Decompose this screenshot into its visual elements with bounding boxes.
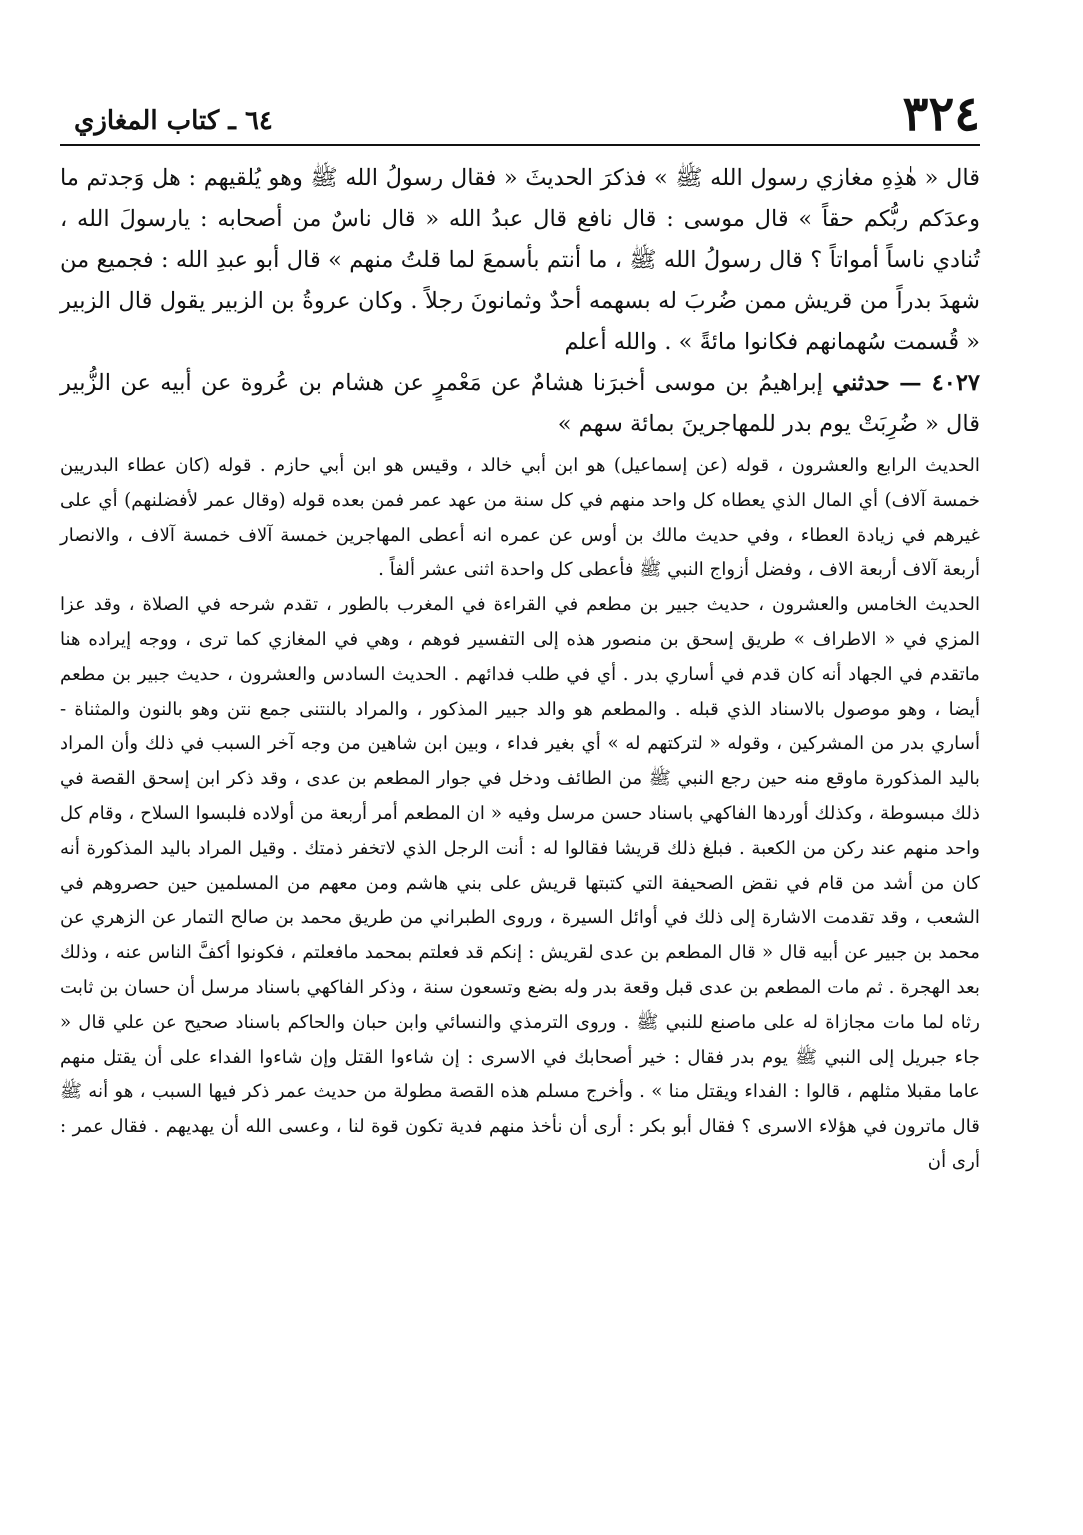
commentary-text — [60, 449, 980, 1180]
commentary-paragraph: الحديث الخامس والعشرون ، حديث جبير بن مطعم في القراءة في المغرب بالطور ، تقدم شرحه في الصلاة ، وقد عزا المزي في « الاطراف » طريق إسحق بن منصور هذه إلى التفسير فوهم ، وهي في المغازي كما ترى ، ووجه إيراده هنا ماتقدم في الجهاد أنه كان قدم في أساري بدر . أي في طلب فدائهم . الحديث السادس والعشرون ، حديث جبير بن مطعم أيضا ، وهو موصول بالاسناد الذي قبله . والمطعم هو والد جبير المذكور ، والمراد بالنتنى جمع نتن وهو بالنون والمثناة - أساري بدر من المشركين ، وقوله « لتركتهم له » أي بغير فداء ، وبين ابن شاهين من وجه آخر السبب في ذلك وأن المراد باليد المذكورة ماوقع منه حين رجع النبي ﷺ من الطائف ودخل في جوار المطعم بن عدى ، وقد ذكر ابن إسحق القصة في ذلك مبسوطة ، وكذلك أوردها الفاكهي باسناد حسن مرسل وفيه « ان المطعم أمر أربعة من أولاده فلبسوا السلاح ، وقام كل واحد منهم عند ركن من الكعبة . فبلغ ذلك قريشا فقالوا له : أنت الرجل الذي لاتخفر ذمتك . وقيل المراد باليد المذكورة أنه كان من أشد من قام في نقض الصحيفة التي كتبتها قريش على بني هاشم ومن معهم من المسلمين حين حصروهم في الشعب ، وقد تقدمت الاشارة إلى ذلك في أوائل السيرة ، وروى الطبراني من طريق محمد بن صالح التمار عن الزهري عن محمد بن جبير عن أبيه قال « قال المطعم بن عدى لقريش : إنكم قد فعلتم بمحمد مافعلتم ، فكونوا أكفَّ الناس عنه ، وذلك بعد الهجرة . ثم مات المطعم بن عدى قبل وقعة بدر وله بضع وتسعون سنة ، وذكر الفاكهي باسناد مرسل أن حسان بن ثابت رثاه لما مات مجازاة له على ماصنع للنبي ﷺ . وروى الترمذي والنسائي وابن حبان والحاكم باسناد صحيح عن علي قال « جاء جبريل إلى النبي ﷺ يوم بدر فقال : خير أصحابك في الاسرى : إن شاءوا القتل وإن شاءوا الفداء على أن يقتل منهم عاما مقبلا مثلهم ، قالوا : الفداء ويقتل منا » . وأخرج مسلم هذه القصة مطولة من حديث عمر ذكر فيها السبب ، هو أنه ﷺ قال ماترون في هؤلاء الاسرى ؟ فقال أبو بكر : أرى أن نأخذ منهم فدية تكون قوة لنا ، وعسى الله أن يهديهم . فقال عمر : أرى أن — [60, 594, 980, 1172]
hadith-paragraph: قال « هٰذِهِ مغازي رسول الله ﷺ » فذكرَ الحديثَ « فقال رسولُ الله ﷺ وهو يُلقيهم : هل وَجدتم ما وعدَكم ربُّكم حقاً » قال موسى : قال نافع قال عبدُ الله « قال ناسٌ من أصحابه : يارسولَ الله ، تُنادي ناساً أمواتاً ؟ قال رسولُ الله ﷺ ، ما أنتم بأسمعَ لما قلتُ منهم » قال أبو عبدِ الله : فجميع من شهدَ بدراً من قريش ممن ضُربَ له بسهمه أحدٌ وثمانونَ رجلاً . وكان عروةُ بن الزبير يقول قال الزبير « قُسمت سُهمانهم فكانوا مائةً » . والله أعلم — [60, 165, 980, 355]
hadith-paragraph — [60, 363, 980, 445]
hadith-body: إبراهيمُ بن موسى أخبرَنا هشامٌ عن مَعْمرٍ عن هشام بن عُروة عن أبيه عن الزُّبير قال « ضُرِبَتْ يوم بدر للمهاجرينَ بمائة سهم » — [60, 370, 980, 437]
narration-verb: حدثني — [832, 370, 890, 396]
page-number: ٣٢٤ — [902, 86, 980, 142]
commentary-paragraph: الحديث الرابع والعشرون ، قوله (عن إسماعيل) هو ابن أبي خالد ، وقيس هو ابن أبي حازم . قوله (كان عطاء البدريين خمسة آلاف) أي المال الذي يعطاه كل واحد منهم في كل سنة من عهد عمر فمن بعده قوله (وقال عمر لأفضلنهم) أي على غيرهم في زيادة العطاء ، وفي حديث مالك بن أوس عن عمره انه أعطى المهاجرين خمسة آلاف خمسة آلاف ، والانصار أربعة آلاف أربعة الاف ، وفضل أزواج النبي ﷺ فأعطى كل واحدة اثنى عشر ألفاً . — [60, 455, 980, 581]
book-page — [60, 70, 980, 1510]
hadith-text — [60, 158, 980, 445]
running-title: ٦٤ ـ كتاب المغازي — [74, 106, 273, 136]
hadith-number: ٤٠٢٧ — — [899, 370, 980, 396]
page-header — [60, 70, 980, 146]
